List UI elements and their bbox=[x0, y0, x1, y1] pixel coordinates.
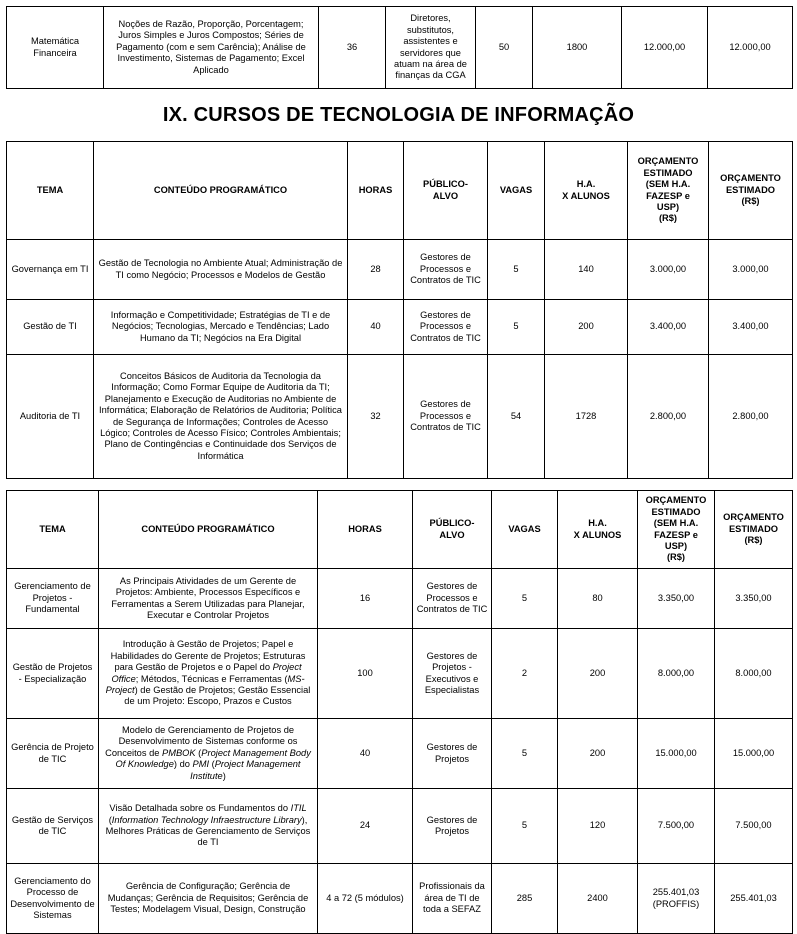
orc-cell: 2.800,00 bbox=[709, 355, 793, 479]
conteudo-text: ), Melhores Práticas de Gerenciamento de Serviços de TI bbox=[105, 814, 311, 848]
publico-cell: Gestores de Projetos bbox=[413, 719, 492, 789]
tema-cell: Governança em TI bbox=[7, 240, 94, 300]
table-row bbox=[7, 629, 793, 719]
orc-sem-cell bbox=[638, 864, 715, 934]
conteudo-text: ( bbox=[209, 759, 215, 770]
publico-cell: Gestores de Projetos - Executivos e Especialistas bbox=[413, 629, 492, 719]
header-orc-sem bbox=[628, 142, 709, 240]
header-line: (R$) bbox=[741, 196, 760, 207]
header-line: ESTIMADO bbox=[725, 184, 776, 195]
header-conteudo: CONTEÚDO PROGRAMÁTICO bbox=[99, 491, 318, 569]
tema-cell: Gestão de Projetos - Especialização bbox=[7, 629, 99, 719]
publico-cell: Gestores de Processos e Contratos de TIC bbox=[413, 569, 492, 629]
header-line: FAZESP e bbox=[654, 529, 698, 540]
header-line: ESTIMADO bbox=[728, 523, 779, 534]
horas-cell: 24 bbox=[318, 789, 413, 864]
table-row bbox=[7, 240, 793, 300]
table-row bbox=[7, 789, 793, 864]
orc-sem-cell: 15.000,00 bbox=[638, 719, 715, 789]
header-orc bbox=[715, 491, 793, 569]
horas-cell: 4 a 72 (5 módulos) bbox=[318, 864, 413, 934]
conteudo-italic: Information Technology Infraestructure Library bbox=[111, 814, 302, 825]
header-ha bbox=[558, 491, 638, 569]
tema-cell: Gerenciamento de Projetos - Fundamental bbox=[7, 569, 99, 629]
conteudo-italic: Project Office bbox=[111, 662, 302, 684]
orc-sem-cell: 7.500,00 bbox=[638, 789, 715, 864]
conteudo-italic: PMI bbox=[192, 759, 210, 770]
horas-cell: 36 bbox=[319, 7, 386, 89]
orc-cell: 15.000,00 bbox=[715, 719, 793, 789]
publico-cell: Gestores de Projetos bbox=[413, 789, 492, 864]
horas-cell: 16 bbox=[318, 569, 413, 629]
conteudo-text: ( bbox=[108, 814, 112, 825]
header-ha-line: H.A. bbox=[588, 518, 607, 529]
conteudo-cell bbox=[99, 789, 318, 864]
conteudo-italic: MS-Project bbox=[105, 673, 305, 695]
orc-sem-cell: 8.000,00 bbox=[638, 629, 715, 719]
conteudo-cell: As Principais Atividades de um Gerente de Projetos: Ambiente, Processos Específicos e Ferramentas a Serem Utilizadas para Planejar, Executar e Controlar Projetos bbox=[99, 569, 318, 629]
vagas-cell: 5 bbox=[492, 569, 558, 629]
orc-cell: 3.400,00 bbox=[709, 300, 793, 355]
orc-sem-line: 255.401,03 bbox=[652, 887, 700, 898]
header-line: ORÇAMENTO bbox=[645, 495, 707, 506]
header-horas: HORAS bbox=[318, 491, 413, 569]
section-title: IX. CURSOS DE TECNOLOGIA DE INFORMAÇÃO bbox=[162, 104, 635, 126]
conteudo-cell: Informação e Competitividade; Estratégias de TI e de Negócios; Tecnologias, Mercado e Tendências; Lado Humano da TI; Negócios na Era Digital bbox=[94, 300, 348, 355]
vagas-cell: 5 bbox=[492, 719, 558, 789]
header-line: (SEM H.A. bbox=[653, 518, 699, 529]
header-orc bbox=[709, 142, 793, 240]
publico-cell: Diretores, substitutos, assistentes e servidores que atuam na área de finanças da CGA bbox=[386, 7, 476, 89]
header-ha-line: H.A. bbox=[576, 179, 596, 190]
header-ha bbox=[545, 142, 628, 240]
conteudo-italic: Project Management Institute bbox=[190, 759, 301, 781]
vagas-cell: 5 bbox=[488, 300, 545, 355]
ha-cell: 200 bbox=[558, 629, 638, 719]
horas-cell: 40 bbox=[318, 719, 413, 789]
header-publico-line: ALVO bbox=[432, 190, 459, 201]
ha-cell: 200 bbox=[558, 719, 638, 789]
header-line: ORÇAMENTO bbox=[723, 512, 784, 523]
table-row bbox=[7, 864, 793, 934]
header-ha-line: X ALUNOS bbox=[562, 190, 610, 201]
publico-cell: Gestores de Processos e Contratos de TIC bbox=[404, 355, 488, 479]
publico-cell: Gestores de Processos e Contratos de TIC bbox=[404, 300, 488, 355]
header-tema: TEMA bbox=[7, 142, 94, 240]
tema-cell: Auditoria de TI bbox=[7, 355, 94, 479]
conteudo-text: ) bbox=[222, 770, 226, 781]
horas-cell: 100 bbox=[318, 629, 413, 719]
conteudo-italic: Project Management Body Of Knowledge bbox=[115, 747, 311, 770]
conteudo-text: ( bbox=[195, 747, 202, 758]
header-line: ORÇAMENTO bbox=[720, 173, 781, 184]
orc-cell: 7.500,00 bbox=[715, 789, 793, 864]
tema-cell: Gerenciamento do Processo de Desenvolvimento de Sistemas bbox=[7, 864, 99, 934]
conteudo-cell: Gestão de Tecnologia no Ambiente Atual; Administração de TI como Negócio; Processos e Modelos de Gestão bbox=[94, 240, 348, 300]
header-line: FAZESP e bbox=[646, 190, 690, 201]
header-vagas: VAGAS bbox=[492, 491, 558, 569]
header-conteudo: CONTEÚDO PROGRAMÁTICO bbox=[94, 142, 348, 240]
publico-cell: Gestores de Processos e Contratos de TIC bbox=[404, 240, 488, 300]
header-row bbox=[7, 142, 793, 240]
horas-cell: 28 bbox=[348, 240, 404, 300]
conteudo-text: ) do bbox=[173, 759, 193, 770]
header-line: USP) bbox=[656, 201, 680, 212]
tema-cell: Gestão de Serviços de TIC bbox=[7, 789, 99, 864]
conteudo-text: Modelo de Gerenciamento de Projetos de Desenvolvimento de Sistemas conforme os Conceitos de bbox=[105, 724, 298, 758]
vagas-cell: 54 bbox=[488, 355, 545, 479]
conteudo-text: ; Métodos, Técnicas e Ferramentas ( bbox=[135, 673, 288, 684]
ha-cell: 80 bbox=[558, 569, 638, 629]
orc-cell: 255.401,03 bbox=[715, 864, 793, 934]
horas-cell: 40 bbox=[348, 300, 404, 355]
ha-cell: 140 bbox=[545, 240, 628, 300]
table-row bbox=[7, 355, 793, 479]
vagas-cell: 50 bbox=[476, 7, 533, 89]
header-row bbox=[7, 491, 793, 569]
header-line: (R$) bbox=[666, 552, 686, 563]
vagas-cell: 285 bbox=[492, 864, 558, 934]
header-publico-line: PÚBLICO- bbox=[423, 179, 468, 190]
header-line: USP) bbox=[664, 540, 688, 551]
orc-cell: 3.350,00 bbox=[715, 569, 793, 629]
header-publico-line: ALVO bbox=[439, 529, 465, 540]
header-line: ESTIMADO bbox=[643, 167, 693, 178]
tema-cell: Gestão de TI bbox=[7, 300, 94, 355]
vagas-cell: 5 bbox=[488, 240, 545, 300]
vagas-cell: 2 bbox=[492, 629, 558, 719]
conteudo-text: Visão Detalhada sobre os Fundamentos do bbox=[109, 803, 291, 814]
horas-cell: 32 bbox=[348, 355, 404, 479]
orc-sem-cell: 3.000,00 bbox=[628, 240, 709, 300]
header-publico-line: PÚBLICO- bbox=[429, 518, 475, 529]
ha-cell: 1728 bbox=[545, 355, 628, 479]
header-ha-line: X ALUNOS bbox=[573, 529, 622, 540]
table-row bbox=[7, 719, 793, 789]
header-line: (R$) bbox=[658, 213, 678, 224]
orc-cell: 8.000,00 bbox=[715, 629, 793, 719]
table-row bbox=[7, 569, 793, 629]
tema-cell: Gerência de Projeto de TIC bbox=[7, 719, 99, 789]
ha-cell: 1800 bbox=[533, 7, 622, 89]
header-line: ORÇAMENTO bbox=[637, 156, 699, 167]
courses-table-1 bbox=[6, 141, 793, 479]
header-tema: TEMA bbox=[7, 491, 99, 569]
orc-sem-cell: 3.400,00 bbox=[628, 300, 709, 355]
conteudo-cell: Gerência de Configuração; Gerência de Mudanças; Gerência de Requisitos; Gerência de Testes; Modelagem Visual, Design, Construção bbox=[99, 864, 318, 934]
conteudo-cell bbox=[99, 629, 318, 719]
conteudo-italic: PMBOK bbox=[162, 747, 196, 758]
conteudo-cell: Noções de Razão, Proporção, Porcentagem; Juros Simples e Juros Compostos; Séries de Pagamento (com e sem Carência); Análise de Investimento, Sistemas de Pagamento; Excel Aplicado bbox=[104, 7, 319, 89]
header-publico bbox=[404, 142, 488, 240]
conteudo-text: Introdução à Gestão de Projetos; Papel e Habilidades do Gerente de Projetos; Estruturas para Gestão de Projetos e o Papel do bbox=[110, 639, 306, 673]
header-line: (R$) bbox=[744, 535, 763, 546]
conteudo-italic: ITIL bbox=[290, 803, 307, 814]
orc-sem-cell: 3.350,00 bbox=[638, 569, 715, 629]
conteudo-cell: Conceitos Básicos de Auditoria da Tecnologia da Informação; Como Formar Equipe de Auditoria da TI; Planejamento e Execução de Auditorias no Ambiente de Informática; Elaboração de Relatórios de Auditoria; Política de Segurança de Informações; Controles de Acesso Lógico; Controles de Acesso Físico; Controles Ambientais; Plano de Contingências e Continuidade dos Serviços de Informática bbox=[94, 355, 348, 479]
orc-cell: 3.000,00 bbox=[709, 240, 793, 300]
orc-sem-cell: 12.000,00 bbox=[622, 7, 708, 89]
table-row bbox=[7, 7, 793, 89]
vagas-cell: 5 bbox=[492, 789, 558, 864]
tema-cell: Matemática Financeira bbox=[7, 7, 104, 89]
orc-sem-line: (PROFFIS) bbox=[652, 898, 700, 909]
publico-cell: Profissionais da área de TI de toda a SEFAZ bbox=[413, 864, 492, 934]
header-vagas: VAGAS bbox=[488, 142, 545, 240]
header-line: (SEM H.A. bbox=[645, 179, 691, 190]
ha-cell: 200 bbox=[545, 300, 628, 355]
orc-cell: 12.000,00 bbox=[708, 7, 793, 89]
conteudo-cell bbox=[99, 719, 318, 789]
header-publico bbox=[413, 491, 492, 569]
header-line: ESTIMADO bbox=[651, 506, 701, 517]
header-orc-sem bbox=[638, 491, 715, 569]
ha-cell: 120 bbox=[558, 789, 638, 864]
header-horas: HORAS bbox=[348, 142, 404, 240]
conteudo-text: ) de Gestão de Projetos; Gestão Essencial de um Projeto: Escopo, Prazos e Custos bbox=[124, 684, 311, 707]
table-row bbox=[7, 300, 793, 355]
ha-cell: 2400 bbox=[558, 864, 638, 934]
courses-table-2 bbox=[6, 490, 793, 934]
top-table bbox=[6, 6, 793, 89]
orc-sem-cell: 2.800,00 bbox=[628, 355, 709, 479]
